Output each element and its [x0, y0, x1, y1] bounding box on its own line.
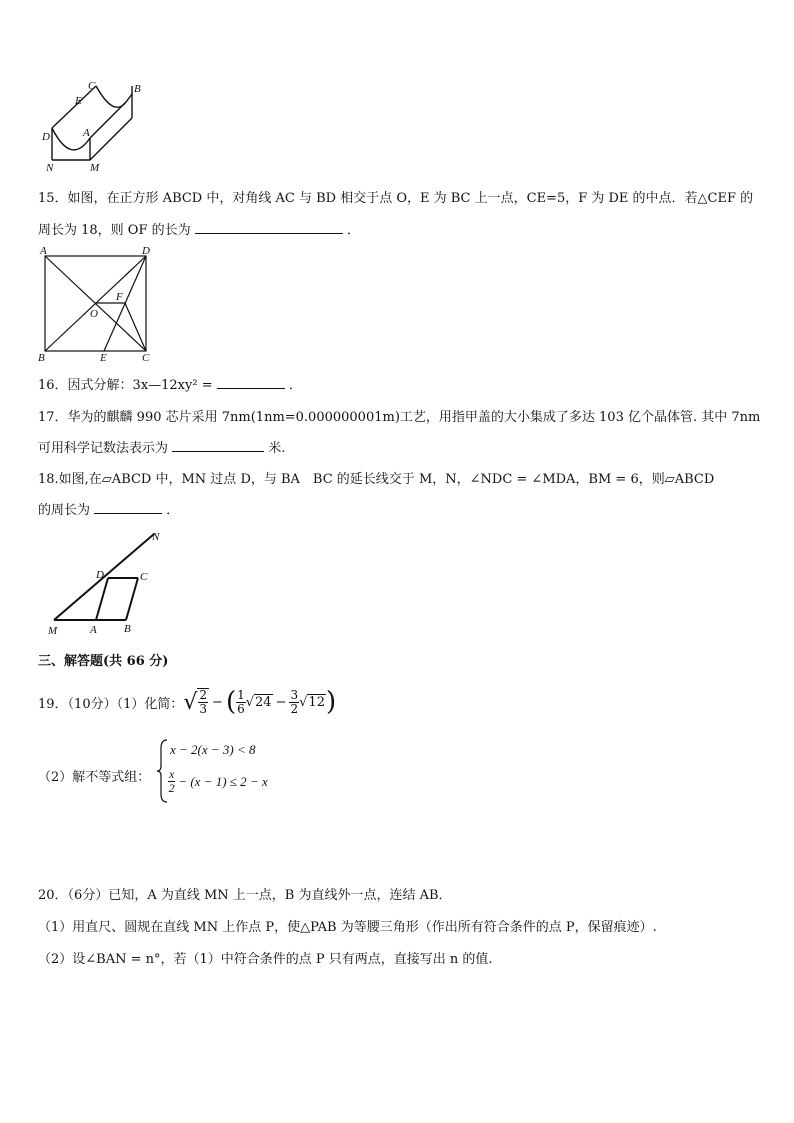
q18-line2-end: ．: [166, 503, 180, 518]
q16-end: ．: [288, 378, 302, 393]
square-label-b: B: [38, 352, 45, 363]
para-label-b: B: [124, 623, 131, 635]
q19-part2-label: （2）解不等式组：: [38, 770, 151, 785]
parallelogram-figure: [40, 528, 170, 640]
q19-sqrt-frac: $\frac{2}{3}$: [199, 688, 208, 716]
trough-label-c: C: [88, 80, 96, 92]
square-label-o: O: [90, 308, 98, 320]
square-label-f: F: [116, 291, 123, 303]
square-label-c: C: [142, 352, 150, 363]
square-label-d: D: [142, 245, 150, 257]
para-label-d: D: [96, 569, 104, 581]
q17-line2-end: 米.: [268, 441, 286, 456]
square-figure: [34, 243, 158, 363]
q20-line3: （2）设∠BAN = n°，若（1）中符合条件的点 P 只有两点，直接写出 n 的值.: [38, 952, 493, 967]
q20-line1: 20．（6分）已知，A 为直线 MN 上一点，B 为直线外一点，连结 AB．: [38, 888, 452, 903]
trough-label-d: D: [42, 131, 50, 143]
para-label-c: C: [140, 571, 148, 583]
para-label-n: N: [152, 531, 160, 543]
q20-line2: （1）用直尺、圆规在直线 MN 上作点 P，使△PAB 为等腰三角形（作出所有符合条件的点 P，保留痕迹）.: [38, 920, 657, 935]
trough-label-e: E: [75, 95, 82, 107]
q19-root-24: 24: [255, 695, 272, 710]
q19-frac-3-2: $\frac{3}{2}$: [290, 687, 299, 716]
q19-frac-1-6: $\frac{1}{6}$: [237, 687, 245, 716]
square-label-a: A: [40, 245, 47, 257]
section-heading: 三、解答题(共 66 分): [38, 654, 169, 669]
system-line-1: x − 2(x − 3) < 8: [170, 742, 256, 757]
para-label-a: A: [90, 624, 97, 636]
q18-line1: 18.如图,在▱ABCD 中，MN 过点 D，与 BA BC 的延长线交于 M，N，∠NDC = ∠MDA，BM = 6，则▱ABCD: [38, 472, 715, 487]
q15-line2-end: ．: [346, 223, 360, 238]
q18-line2: [38, 499, 179, 518]
q15-answer-blank[interactable]: [195, 221, 343, 234]
q19-part1-label: 19．（10分）（1）化简：: [38, 696, 184, 712]
q15-line2-text: 周长为 18，则 OF 的长为: [38, 223, 191, 238]
para-label-m: M: [48, 625, 58, 637]
square-label-e: E: [100, 352, 107, 363]
q15-line1: 15．如图，在正方形 ABCD 中，对角线 AC 与 BD 相交于点 O，E 为 BC 上一点，CE=5，F 为 DE 的中点．若△CEF 的: [38, 191, 754, 206]
q17-answer-blank[interactable]: [172, 439, 264, 452]
q17-line2-text: 可用科学记数法表示为: [38, 441, 169, 456]
q16-text: 16．因式分解：3x—12xy² =: [38, 378, 213, 393]
q18-answer-blank[interactable]: [94, 501, 162, 514]
trough-label-a: A: [83, 127, 90, 139]
system-line-2: $\frac{x}{2}$ − (x − 1) ≤ 2 − x: [168, 767, 268, 795]
trough-label-n: N: [46, 162, 54, 174]
trough-figure: [38, 80, 158, 175]
q19-part1: 19．（10分）（1）化简： √ $\frac{2}{3}$ − ( $\frac{1}{6}$ √ 24 − $\frac{3}{2}$ √ 12 ): [38, 687, 337, 717]
trough-label-b: B: [134, 83, 141, 95]
q17-line2: [38, 437, 285, 456]
q18-line2-text: 的周长为: [38, 503, 91, 518]
q19-root-12: 12: [308, 695, 325, 710]
q15-line2: [38, 219, 360, 238]
q16-answer-blank[interactable]: [217, 376, 285, 389]
q17-line1: 17．华为的麒麟 990 芯片采用 7nm(1nm=0.000000001m)工艺，用指甲盖的大小集成了多达 103 亿个晶体管. 其中 7nm: [38, 410, 761, 425]
trough-label-m: M: [90, 162, 100, 174]
q16: [38, 374, 302, 393]
